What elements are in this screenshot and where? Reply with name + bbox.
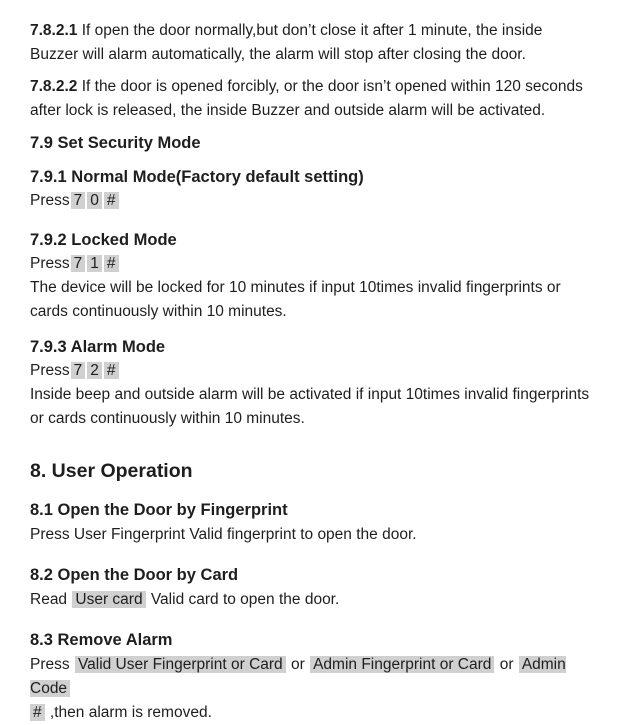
para-8-1: Press User Fingerprint Valid fingerprint to open the door.	[30, 526, 417, 543]
key-valid-user-fingerprint: Valid User Fingerprint or Card	[75, 656, 286, 673]
press-label: Press	[30, 192, 70, 209]
para-7-8-2-2-line2: after lock is released, the inside Buzzer and outside alarm will be activated.	[30, 102, 546, 119]
heading-7-9-3: 7.9.3 Alarm Mode	[30, 338, 166, 356]
para-7-9-3-line1: Inside beep and outside alarm will be activated if input 10times invalid fingerprints	[30, 386, 590, 403]
section-8-1	[30, 499, 602, 547]
press-label: Press	[30, 362, 70, 379]
press-label: Press	[30, 656, 70, 673]
key-hash: #	[104, 255, 119, 272]
key-7: 7	[71, 255, 86, 272]
heading-7-9-2: 7.9.2 Locked Mode	[30, 231, 177, 249]
section-8	[30, 458, 602, 484]
key-7: 7	[71, 192, 86, 209]
para-text: Valid card to open the door.	[146, 591, 340, 608]
para-text: If open the door normally,but don’t close it after 1 minute, the inside	[77, 22, 543, 39]
para-8-3-line2	[30, 701, 602, 725]
key-1: 1	[87, 255, 102, 272]
press-line	[30, 252, 602, 276]
para-8-2	[30, 588, 602, 612]
para-7-9-2-line2: cards continuously within 10 minutes.	[30, 303, 287, 320]
key-hash: #	[104, 362, 119, 379]
para-7-9-3-line2: or cards continuously within 10 minutes.	[30, 410, 305, 427]
key-admin-code: Admin Code	[30, 656, 566, 697]
key-hash: #	[104, 192, 119, 209]
or-text: or	[495, 656, 518, 673]
section-7-8-2-1	[30, 19, 602, 67]
or-text: or	[286, 656, 310, 673]
section-7-8-2-2	[30, 75, 602, 123]
section-8-2	[30, 564, 602, 612]
key-7: 7	[71, 362, 86, 379]
para-7-9-2-line1: The device will be locked for 10 minutes if input 10times invalid fingerprints or	[30, 279, 561, 296]
heading-8-3: 8.3 Remove Alarm	[30, 631, 173, 649]
para-8-3-line1	[30, 653, 602, 701]
heading-8-2: 8.2 Open the Door by Card	[30, 566, 239, 584]
key-0: 0	[87, 192, 102, 209]
para-text: ,then alarm is removed.	[45, 704, 212, 721]
para-7-8-2-1-line1	[30, 19, 602, 43]
para-7-8-2-1-line2: Buzzer will alarm automatically, the alarm will stop after closing the door.	[30, 46, 526, 63]
section-7-9	[30, 132, 602, 154]
section-7-9-1	[30, 166, 602, 213]
heading-7-9-1: 7.9.1 Normal Mode(Factory default setting)	[30, 168, 364, 186]
heading-8-1: 8.1 Open the Door by Fingerprint	[30, 501, 288, 519]
press-label: Press	[30, 255, 70, 272]
heading-8: 8. User Operation	[30, 460, 193, 482]
key-user-card: User card	[72, 591, 145, 608]
para-7-8-2-2-line1	[30, 75, 602, 99]
press-line	[30, 189, 602, 213]
key-admin-fingerprint: Admin Fingerprint or Card	[310, 656, 494, 673]
read-label: Read	[30, 591, 68, 608]
section-number: 7.8.2.1	[30, 22, 78, 39]
key-hash: #	[30, 704, 45, 721]
section-8-3	[30, 629, 602, 725]
section-7-9-3	[30, 336, 602, 431]
section-7-9-2	[30, 229, 602, 324]
key-2: 2	[87, 362, 102, 379]
press-line	[30, 359, 602, 383]
section-number: 7.8.2.2	[30, 78, 78, 95]
heading-7-9: 7.9 Set Security Mode	[30, 134, 201, 152]
para-text: If the door is opened forcibly, or the door isn’t opened within 120 seconds	[77, 78, 583, 95]
